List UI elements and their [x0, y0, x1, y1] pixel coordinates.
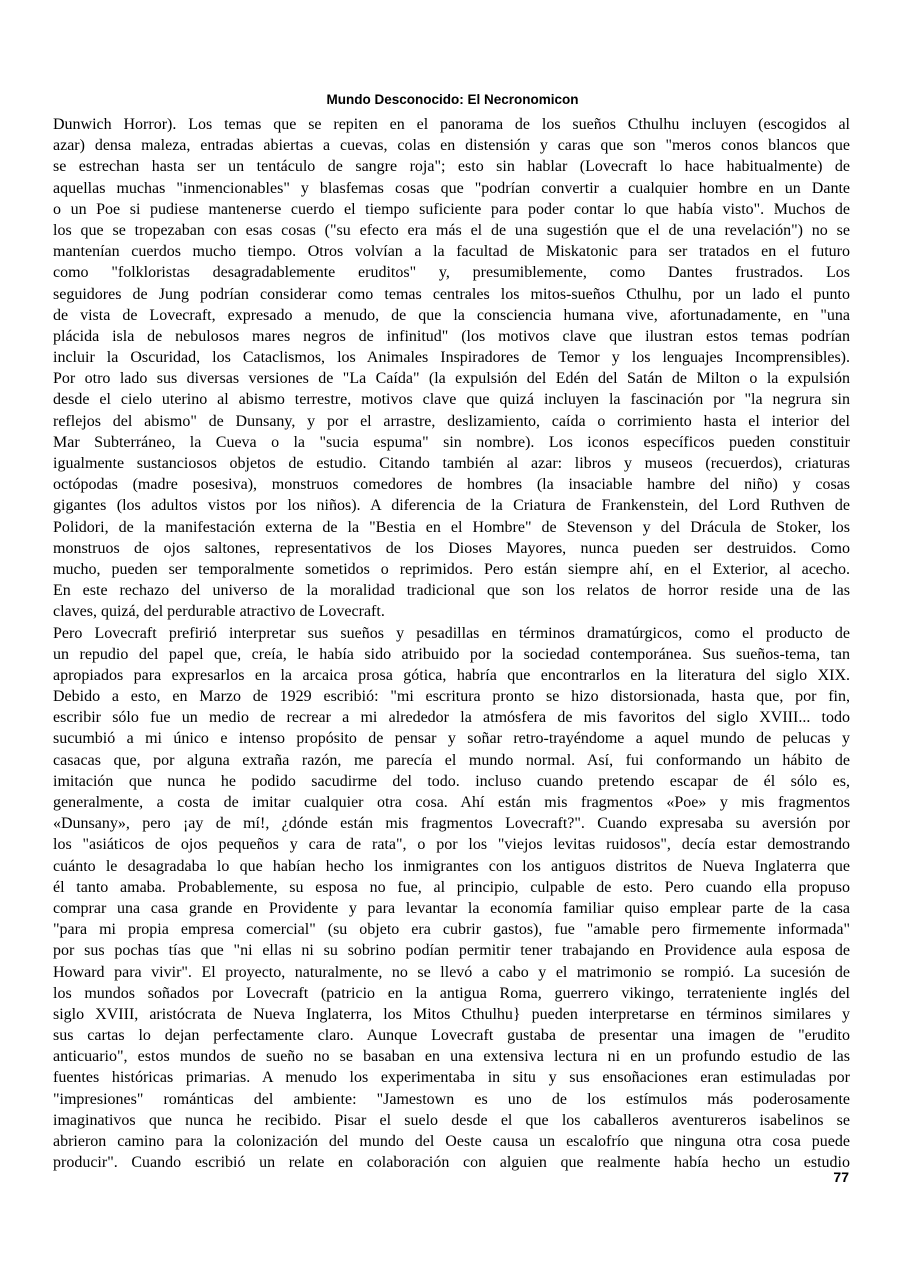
text-line: "impresiones" románticas del ambiente: "Jamestown es uno de los estímulos más poderosamente: [53, 1090, 850, 1108]
text-line: aquellas muchas "inmencionables" y blasfemas cosas que "podrían convertir a cualquier hombre en un Dante: [53, 179, 850, 197]
text-line: Dunwich Horror). Los temas que se repiten en el panorama de los sueños Cthulhu incluyen (escogidos al: [53, 116, 850, 133]
text-line: cuánto le desagradaba lo que habían hecho los inmigrantes con los antiguos distritos de Nueva Inglaterra que: [53, 857, 850, 875]
text-line: sucumbió a mi único e intenso propósito de pensar y soñar retro-trayéndome a aquel mundo de pelucas y: [53, 730, 850, 748]
text-line: casacas que, por alguna extraña razón, me parecía el mundo normal. Así, fui conformando un hábito de: [53, 751, 850, 769]
text-line: claves, quizá, del perdurable atractivo de Lovecraft.: [53, 603, 385, 621]
text-line: azar) densa maleza, entradas abiertas a cuevas, colas en distensión y caras que son "meros conos blancos que: [53, 137, 850, 155]
text-line: abrieron camino para la colonización del mundo del Oeste causa un escalofrío que ninguna otra cosa puede: [53, 1133, 850, 1150]
text-line: o un Poe si pudiese mantenerse cuerdo el tiempo suficiente para poder contar lo que había visto". Muchos de: [53, 200, 850, 218]
text-line: los "asiáticos de ojos pequeños y cara de rata", o por los "viejos levitas ruidosos", decía estar demostrando: [53, 836, 850, 854]
page-number: 77: [833, 1169, 849, 1185]
text-line: imitación que nunca he podido sacudirme del todo. incluso cuando pretendo escapar de él sólo es,: [53, 772, 850, 790]
text-line: reflejos del abismo" de Dunsany, y por el arrastre, deslizamiento, caída o corrimiento hasta el interior del: [53, 412, 850, 430]
text-line: los que se tropezaban con esas cosas ("su efecto era más el de una sugestión que el de una revelación") no se: [53, 221, 850, 239]
text-line: Por otro lado sus diversas versiones de "La Caída" (la expulsión del Edén del Satán de Milton o la expulsión: [53, 370, 850, 388]
text-line: producir". Cuando escribió un relate en colaboración con alguien que realmente había hecho un estudio: [53, 1154, 850, 1172]
text-line: imaginativos que nunca he recibido. Pisar el suelo desde el que los caballeros aventureros isabelinos se: [53, 1111, 850, 1129]
paragraph: [53, 114, 850, 623]
text-line: generalmente, a costa de imitar cualquier otra cosa. Ahí están mis fragmentos «Poe» y mis fragmentos: [53, 794, 850, 811]
text-line: siglo XVIII, aristócrata de Nueva Inglaterra, los Mitos Cthulhu} pueden interpretarse en términos similares y: [53, 1005, 850, 1023]
text-line: los mundos soñados por Lovecraft (patricio en la antigua Roma, guerrero vikingo, terrateniente inglés del: [53, 984, 850, 1002]
text-line: él tanto amaba. Probablemente, su esposa no fue, al principio, culpable de esto. Pero cuando ella propuso: [53, 878, 850, 896]
text-line: Pero Lovecraft prefirió interpretar sus sueños y pesadillas en términos dramatúrgicos, como el producto de: [53, 624, 850, 642]
text-line: plácida isla de nebulosos mares negros de infinitud" (los motivos clave que ilustran estos temas podrían: [53, 327, 850, 345]
text-line: igualmente sustanciosos objetos de estudio. Citando también al azar: libros y museos (recuerdos), criaturas: [53, 455, 850, 472]
body-text: [53, 114, 850, 1173]
text-line: un repudio del papel que, creía, le había sido atribuido por la sociedad contemporánea. Sus sueños-tema, tan: [53, 645, 850, 663]
text-line: «Dunsany», pero ¡ay de mí!, ¿dónde están mis fragmentos Lovecraft?". Cuando expresaba su aversión por: [53, 815, 850, 833]
text-line: como "folkloristas desagradablemente eruditos" y, presumiblemente, como Dantes frustrados. Los: [53, 264, 850, 282]
text-line: seguidores de Jung podrían considerar como temas centrales los mitos-sueños Cthulhu, por un lado el punto: [53, 285, 850, 303]
text-line: mantenían cuerdos mucho tiempo. Otros volvían a la facultad de Miskatonic para ser tratados en el futuro: [53, 243, 850, 261]
text-line: por sus pochas tías que "ni ellas ni su sobrino podían permitir tener trabajando en Providence aula esposa de: [53, 942, 850, 960]
text-line: Debido a esto, en Marzo de 1929 escribió: "mi escritura pronto se hizo distorsionada, hasta que, por fin,: [53, 688, 850, 706]
text-line: anticuario", estos mundos de sueño no se basaban en una extensiva lectura ni en un profundo estudio de las: [53, 1048, 850, 1066]
text-line: monstruos de ojos saltones, representativos de los Dioses Mayores, nunca pueden ser destruidos. Como: [53, 539, 850, 557]
paragraph: [53, 623, 850, 1174]
text-line: sus cartas lo dejan perfectamente claro. Aunque Lovecraft gustaba de presentar una imagen de "erudito: [53, 1027, 850, 1045]
text-line: comprar una casa grande en Providente y para levantar la economía familiar quiso emplear parte de la casa: [53, 899, 850, 917]
text-line: gigantes (los adultos vistos por los niños). A diferencia de la Criatura de Frankenstein, del Lord Ruthven de: [53, 497, 850, 515]
text-line: fuentes históricas primarias. A menudo los experimentaba in situ y sus ensoñaciones eran estimuladas por: [53, 1069, 850, 1087]
text-line: octópodas (madre posesiva), monstruos comedores de hombres (la insaciable hambre del niño) y cosas: [53, 476, 850, 494]
text-line: de vista de Lovecraft, expresado a menudo, de que la consciencia humana vive, afortunadamente, en "una: [53, 306, 850, 324]
text-line: escribir sólo fue un medio de recrear a mi alrededor la atmósfera de mis favoritos del siglo XVIII... todo: [53, 709, 850, 727]
text-line: Polidori, de la manifestación externa de la "Bestia en el Hombre" de Stevenson y del Drácula de Stoker, los: [53, 518, 850, 536]
text-line: En este rechazo del universo de la moralidad tradicional que son los relatos de horror reside una de las: [53, 582, 850, 600]
text-line: mucho, pueden ser temporalmente sometidos o reprimidos. Pero están siempre ahí, en el Exterior, al acecho.: [53, 560, 850, 578]
text-line: "para mi propia empresa comercial" (su objeto era cubrir gastos), fue "amable pero firmemente informada": [53, 921, 850, 939]
text-line: apropiados para expresarlos en la arcaica prosa gótica, habría que encontrarlos en la literatura del siglo XIX.: [53, 666, 850, 684]
text-line: Mar Subterráneo, la Cueva o la "sucia espuma" sin nombre). Los iconos específicos pueden constituir: [53, 433, 850, 451]
text-line: desde el cielo uterino al abismo terrestre, motivos clave que quizá incluyen la fascinación por "la negrura sin: [53, 391, 850, 409]
text-line: se estrechan hasta ser un tentáculo de sangre roja"; esto sin hablar (Lovecraft lo hace habitualmente) de: [53, 158, 850, 176]
text-line: Howard para vivir". El proyecto, naturalmente, no se llevó a cabo y el matrimonio se rompió. La sucesión de: [53, 963, 850, 981]
running-header: Mundo Desconocido: El Necronomicon: [326, 92, 579, 107]
text-line: incluir la Oscuridad, los Cataclismos, los Animales Inspiradores de Temor y los lenguajes Incomprensibles).: [53, 349, 850, 367]
